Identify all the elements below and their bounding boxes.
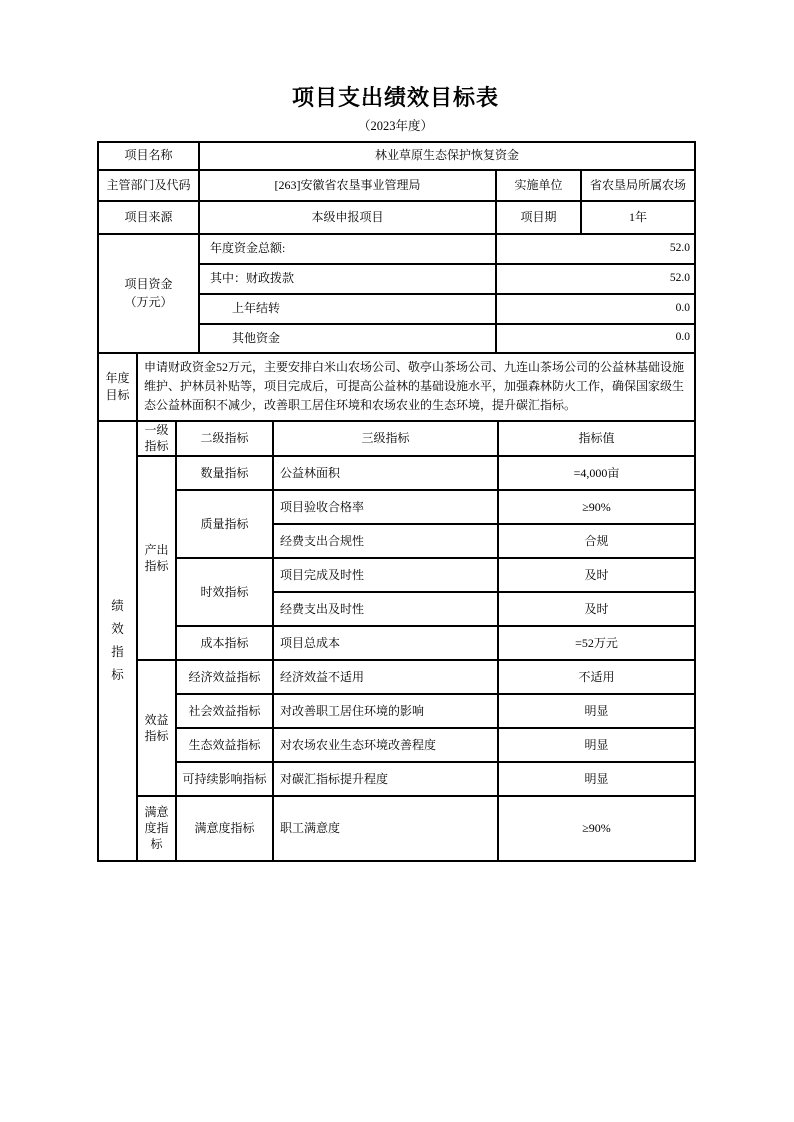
table-row [98,490,695,524]
period-label: 项目期 [496,201,581,234]
perf-l2-cell: 生态效益指标 [176,728,273,762]
perf-l2-cell: 经济效益指标 [176,660,273,694]
perf-l2-cell: 数量指标 [176,456,273,490]
annual-goal-table [97,352,696,422]
perf-l3-cell: 公益林面积 [273,456,498,490]
annual-goal-label: 年度目标 [98,353,137,421]
table-row [98,234,695,264]
table-row [98,456,695,490]
document-content [97,84,694,862]
perf-value-cell: 明显 [498,728,695,762]
table-row [98,170,695,201]
funding-label-line1: 项目资金 [124,277,173,291]
perf-l2-cell: 可持续影响指标 [176,762,273,796]
perf-side-label [98,421,137,861]
perf-l3-cell: 项目总成本 [273,626,498,660]
perf-value-cell: 及时 [498,558,695,592]
perf-l2-cell: 质量指标 [176,490,273,558]
funding-row-value: 52.0 [496,264,695,294]
project-name-value: 林业草原生态保护恢复资金 [199,142,695,170]
perf-value-cell: 明显 [498,694,695,728]
funding-row-name: 其他资金 [199,324,496,353]
project-info-table [97,141,696,354]
perf-l3-cell: 对农场农业生态环境改善程度 [273,728,498,762]
perf-l1-cell: 满意度指标 [137,796,176,861]
impl-unit-value: 省农垦局所属农场 [581,170,695,201]
perf-header-l1: 一级指标 [137,421,176,456]
table-row [98,142,695,170]
table-row [98,201,695,234]
perf-value-cell: ≥90% [498,490,695,524]
period-value: 1年 [581,201,695,234]
source-label: 项目来源 [98,201,199,234]
annual-goal-text: 申请财政资金52万元，主要安排白米山农场公司、敬亭山茶场公司、九连山茶场公司的公益林基础设施维护、护林员补贴等，项目完成后，可提高公益林的基础设施水平，加强森林防火工作，确保国家级生态公益林面积不减少，改善职工居住环境和农场农业的生态环境，提升碳汇指标。 [137,353,695,421]
perf-value-cell: ≥90% [498,796,695,861]
page-subtitle: （2023年度） [357,118,433,133]
impl-unit-label: 实施单位 [496,170,581,201]
perf-l3-cell: 经费支出及时性 [273,592,498,626]
perf-value-cell: =4,000亩 [498,456,695,490]
perf-value-cell: 及时 [498,592,695,626]
table-row [98,660,695,694]
perf-header-l2: 二级指标 [176,421,273,456]
funding-label-line2: （万元） [124,295,173,309]
project-name-label: 项目名称 [98,142,199,170]
perf-l3-cell: 项目完成及时性 [273,558,498,592]
funding-row-value: 0.0 [496,294,695,324]
perf-header-value: 指标值 [498,421,695,456]
table-row [98,558,695,592]
performance-table [97,420,696,862]
dept-value: [263]安徽省农垦事业管理局 [199,170,496,201]
page-title: 项目支出绩效目标表 [291,85,499,110]
dept-label: 主管部门及代码 [98,170,199,201]
perf-l3-cell: 对碳汇指标提升程度 [273,762,498,796]
funding-row-name: 其中：财政拨款 [199,264,496,294]
perf-l1-cell: 效益指标 [137,660,176,796]
funding-row-name: 年度资金总额: [199,234,496,264]
perf-header-l3: 三级指标 [273,421,498,456]
perf-l3-cell: 经费支出合规性 [273,524,498,558]
perf-side-label-text: 绩效指标 [111,598,124,682]
perf-value-cell: 明显 [498,762,695,796]
table-row [98,353,695,421]
funding-row-value: 52.0 [496,234,695,264]
table-row [98,694,695,728]
perf-l2-cell: 成本指标 [176,626,273,660]
perf-value-cell: =52万元 [498,626,695,660]
perf-l2-cell: 满意度指标 [176,796,273,861]
perf-value-cell: 不适用 [498,660,695,694]
table-row [98,728,695,762]
table-row [98,626,695,660]
table-row [98,796,695,861]
perf-l3-cell: 经济效益不适用 [273,660,498,694]
table-row [98,762,695,796]
perf-value-cell: 合规 [498,524,695,558]
perf-l3-cell: 项目验收合格率 [273,490,498,524]
funding-label [98,234,199,353]
perf-l1-cell: 产出指标 [137,456,176,660]
perf-l3-cell: 职工满意度 [273,796,498,861]
source-value: 本级申报项目 [199,201,496,234]
perf-l2-cell: 社会效益指标 [176,694,273,728]
perf-l3-cell: 对改善职工居住环境的影响 [273,694,498,728]
table-header-row [98,421,695,456]
perf-l2-cell: 时效指标 [176,558,273,626]
funding-row-value: 0.0 [496,324,695,353]
funding-row-name: 上年结转 [199,294,496,324]
